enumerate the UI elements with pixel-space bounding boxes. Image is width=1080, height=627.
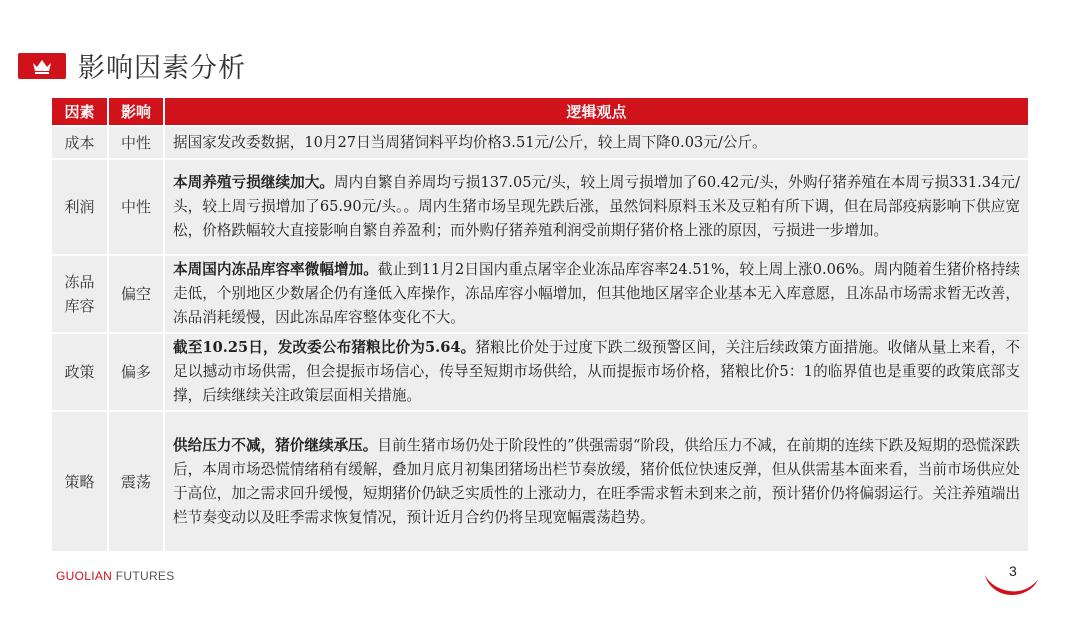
impact-cell: 偏空: [108, 255, 164, 333]
logic-lead: 本周国内冻品库容率微幅增加。: [173, 261, 378, 278]
crown-icon: [18, 53, 66, 79]
analysis-table: [52, 98, 1028, 551]
table-row: [52, 159, 1028, 255]
logic-lead: 本周养殖亏损继续加大。: [173, 174, 335, 191]
table-header-row: [52, 98, 1028, 126]
factor-cell: [52, 255, 108, 333]
table-row: [52, 255, 1028, 333]
table-row: [52, 411, 1028, 551]
factor-cell: 利润: [52, 159, 108, 255]
impact-cell: 震荡: [108, 411, 164, 551]
logic-cell: [164, 126, 1028, 159]
logic-text: 截止到11月2日国内重点屠宰企业冻品库容率24.51%，较上周上涨0.06%。周内随着生猪价格持续走低，个别地区少数屠企仍有逢低入库操作，冻品库容小幅增加，但其他地区屠宰企业基本无入库意愿，且冻品市场需求暂无改善，冻品消耗缓慢，因此冻品库容整体变化不大。: [173, 261, 1020, 326]
page-header: [18, 46, 246, 85]
logic-cell: [164, 255, 1028, 333]
logic-text: 周内自繁自养周均亏损137.05元/头，较上周亏损增加了60.42元/头，外购仔猪养殖在本周亏损331.34元/头，较上周亏损增加了65.90元/头。。周内生猪市场呈现先跌后涨，虽然饲料原料玉米及豆粕有所下调，但在局部疫病影响下供应宽松，价格跌幅较大直接影响自繁自养盈利；而外购仔猪养殖利润受前期仔猪价格上涨的原因，亏损进一步增加。: [173, 174, 1020, 239]
brand-suffix: FUTURES: [115, 569, 175, 583]
column-header-logic: 逻辑观点: [164, 98, 1028, 126]
factor-cell: 策略: [52, 411, 108, 551]
column-header-impact: 影响: [108, 98, 164, 126]
factor-cell: 成本: [52, 126, 108, 159]
logic-text: 猪粮比价处于过度下跌二级预警区间，关注后续政策方面措施。收储从量上来看，不足以撼动市场供需，但会提振市场信心，传导至短期市场供给，从而提振市场价格，猪粮比价5：1的临界值也是重要的政策底部支撑，后续继续关注政策层面相关措施。: [173, 339, 1020, 404]
column-header-factor: 因素: [52, 98, 108, 126]
company-logo: [56, 569, 175, 583]
logic-text: 目前生猪市场仍处于阶段性的”供强需弱“阶段，供给压力不减，在前期的连续下跌及短期的恐慌深跌后，本周市场恐慌情绪稍有缓解，叠加月底月初集团猪场出栏节奏放缓，猪价低位快速反弹，但从供需基本面来看，当前市场供应处于高位，加之需求回升缓慢，短期猪价仍缺乏实质性的上涨动力，在旺季需求暂未到来之前，预计猪价仍将偏弱运行。关注养殖端出栏节奏变动以及旺季需求恢复情况，预计近月合约仍将呈现宽幅震荡趋势。: [173, 436, 1020, 526]
table-row: [52, 126, 1028, 159]
impact-cell: 偏多: [108, 333, 164, 411]
logic-cell: [164, 411, 1028, 551]
factor-cell: 政策: [52, 333, 108, 411]
logic-lead: 截至10.25日，发改委公布猪粮比价为5.64。: [173, 339, 476, 356]
logic-text: 据国家发改委数据，10月27日当周猪饲料平均价格3.51元/公斤，较上周下降0.03元/公斤。: [173, 133, 767, 151]
logic-cell: [164, 333, 1028, 411]
impact-cell: 中性: [108, 126, 164, 159]
impact-cell: 中性: [108, 159, 164, 255]
logic-cell: [164, 159, 1028, 255]
table-row: [52, 333, 1028, 411]
page-number: 3: [1009, 563, 1017, 579]
page-title: 影响因素分析: [78, 53, 246, 84]
factor-label: 冻品库容: [64, 273, 95, 315]
logic-lead: 供给压力不减，猪价继续承压。: [173, 436, 378, 454]
brand-name: GUOLIAN: [56, 569, 113, 583]
